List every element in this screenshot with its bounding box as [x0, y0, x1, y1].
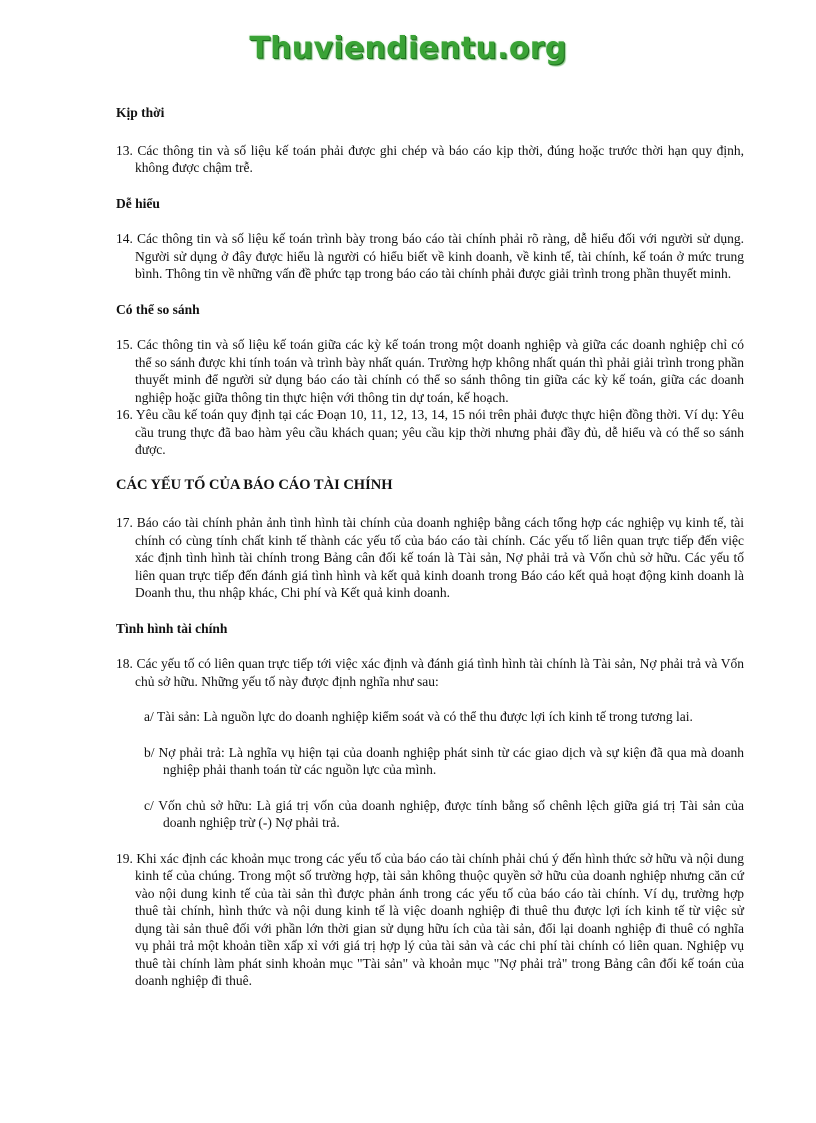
subitem-a: a/ Tài sản: Là nguồn lực do doanh nghiệp kiểm soát và có thể thu được lợi ích kinh tế trong tương lai. — [144, 709, 693, 724]
paragraph-18: 18. Các yếu tố có liên quan trực tiếp tới việc xác định và đánh giá tình hình tài chính là Tài sản, Nợ phải trả và Vốn chủ sở hữu. Những yếu tố này được định nghĩa như sau: — [116, 656, 744, 689]
document-body — [116, 104, 744, 990]
paragraph-17: 17. Báo cáo tài chính phản ảnh tình hình tài chính của doanh nghiệp bằng cách tổng hợp các nghiệp vụ kinh tế, tài chính có cùng tính chất kinh tế thành các yếu tố của báo cáo tài chính. Các yếu tố liên quan trực tiếp đến việc xác định tình hình tài chính trong Bảng cân đối kế toán là Tài sản, Nợ phải trả và Vốn chủ sở hữu. Các yếu tố liên quan trực tiếp đến đánh giá tình hình và kết quả kinh doanh trong Báo cáo kết quả hoạt động kinh doanh là Doanh thu, thu nhập khác, Chi phí và Kết quả kinh doanh. — [116, 515, 744, 600]
heading-co-the-so-sanh: Có thể so sánh — [116, 301, 200, 317]
paragraph-16: 16. Yêu cầu kế toán quy định tại các Đoạn 10, 11, 12, 13, 14, 15 nói trên phải được thực hiện đồng thời. Ví dụ: Yêu cầu trung thực đã bao hàm yêu cầu khách quan; yêu cầu kịp thời nhưng phải đầy đủ, dễ hiểu và có thể so sánh được. — [116, 407, 744, 457]
section-title-elements: CÁC YẾU TỐ CỦA BÁO CÁO TÀI CHÍNH — [116, 476, 393, 493]
heading-de-hieu: Dễ hiểu — [116, 195, 160, 211]
paragraph-19: 19. Khi xác định các khoản mục trong các yếu tố của báo cáo tài chính phải chú ý đến hình thức sở hữu và nội dung kinh tế của chúng. Trong một số trường hợp, tài sản không thuộc quyền sở hữu của doanh nghiệp nhưng căn cứ vào nội dung kinh tế của tài sản thì được phản ánh trong các yếu tố của báo cáo tài chính. Ví dụ, trường hợp thuê tài chính, hình thức và nội dung kinh tế là việc doanh nghiệp đi thuê thu được lợi ích kinh tế từ việc sử dụng tài sản thuê đối với phần lớn thời gian sử dụng hữu ích của tài sản, đổi lại doanh nghiệp đi thuê có nghĩa vụ phải trả một khoản tiền xấp xỉ với giá trị hợp lý của tài sản và các chi phí tài chính có liên quan. Nghiệp vụ thuê tài chính làm phát sinh khoản mục "Tài sản" và khoản mục "Nợ phải trả" trong Bảng cân đối kế toán của doanh nghiệp đi thuê. — [116, 850, 744, 988]
paragraph-14: 14. Các thông tin và số liệu kế toán trình bày trong báo cáo tài chính phải rõ ràng, dễ hiểu đối với người sử dụng. Người sử dụng ở đây được hiểu là người có hiểu biết về kinh doanh, về kinh tế, tài chính, kế toán ở mức trung bình. Thông tin về những vấn đề phức tạp trong báo cáo tài chính phải được giải trình trong phần thuyết minh. — [116, 231, 744, 281]
site-logo: Thuviendientu.org — [249, 31, 567, 66]
heading-kip-thoi: Kịp thời — [116, 105, 165, 120]
paragraph-13: 13. Các thông tin và số liệu kế toán phải được ghi chép và báo cáo kịp thời, đúng hoặc trước thời hạn quy định, không được chậm trễ. — [116, 142, 744, 175]
paragraph-15: 15. Các thông tin và số liệu kế toán giữa các kỳ kế toán trong một doanh nghiệp và giữa các doanh nghiệp chỉ có thể so sánh được khi tính toán và trình bày nhất quán. Trường hợp không nhất quán thì phải giải trình trong phần thuyết minh để người sử dụng báo cáo tài chính có thể so sánh thông tin giữa các kỳ kế toán, giữa các doanh nghiệp hoặc giữa thông tin thực hiện với thông tin dự toán, kế hoạch. — [116, 337, 744, 405]
subitem-b: b/ Nợ phải trả: Là nghĩa vụ hiện tại của doanh nghiệp phát sinh từ các giao dịch và sự kiện đã qua mà doanh nghiệp phải thanh toán từ các nguồn lực của mình. — [144, 744, 744, 777]
heading-tinh-hinh-tai-chinh: Tình hình tài chính — [116, 620, 228, 636]
subitem-c: c/ Vốn chủ sở hữu: Là giá trị vốn của doanh nghiệp, được tính bằng số chênh lệch giữa giá trị Tài sản của doanh nghiệp trừ (-) Nợ phải trả. — [144, 797, 744, 830]
